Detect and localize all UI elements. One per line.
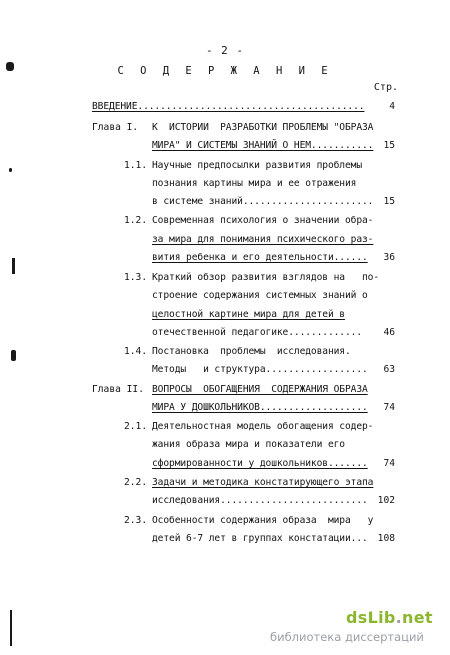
toc-chapter-2-line[interactable]: МИРА У ДОШКОЛЬНИКОВ...................: [152, 402, 368, 413]
toc-section-1-3-line[interactable]: отечественной педагогике.............: [152, 327, 363, 338]
toc-section-1-3-line[interactable]: целостной картине мира для детей в: [152, 309, 345, 320]
toc-entry-intro-line[interactable]: ВВЕДЕНИЕ........................................: [92, 101, 365, 112]
page-number: - 2 -: [205, 44, 245, 57]
scan-mark: [11, 350, 16, 361]
toc-section-2-3-line[interactable]: детей 6-7 лет в группах констатации...: [152, 533, 368, 544]
dslib-subtitle: библиотека диссертаций: [270, 630, 424, 644]
toc-section-1-4-page: 63: [383, 364, 395, 375]
toc-section-2-2-line[interactable]: исследования..........................: [152, 495, 368, 506]
scan-mark: [6, 62, 14, 71]
toc-chapter-1-label: Глава I.: [92, 122, 139, 133]
toc-section-2-1-label: 2.1.: [124, 421, 148, 432]
toc-chapter-2-line[interactable]: ВОПРОСЫ ОБОГАЩЕНИЯ СОДЕРЖАНИЯ ОБРАЗА: [152, 384, 368, 395]
toc-section-1-2-line[interactable]: Современная психология о значении обра-: [152, 215, 374, 226]
toc-section-1-1-line[interactable]: в системе знаний.......................: [152, 196, 374, 207]
toc-chapter-2-label: Глава II.: [92, 384, 144, 395]
toc-section-2-2-page: 102: [377, 495, 395, 506]
pages-column-label: Стр.: [373, 82, 398, 93]
toc-section-1-2-label: 1.2.: [124, 215, 148, 226]
toc-section-1-1-line[interactable]: Научные предпосылки развития проблемы: [152, 160, 363, 171]
toc-section-1-2-line[interactable]: за мира для понимания психического раз-: [152, 234, 374, 245]
scan-mark: [12, 258, 15, 274]
toc-section-1-4-line[interactable]: Методы и структура..................: [152, 364, 368, 375]
toc-section-2-1-line[interactable]: Деятельностная модель обогащения содер-: [152, 421, 374, 432]
dslib-logo: dsLib.net: [346, 608, 433, 627]
toc-chapter-2-page: 74: [383, 402, 395, 413]
toc-section-2-3-page: 108: [377, 533, 395, 544]
toc-section-2-2-label: 2.2.: [124, 477, 148, 488]
toc-chapter-1-line[interactable]: МИРА" И СИСТЕМЫ ЗНАНИЙ О НЕМ...........: [152, 140, 374, 151]
toc-section-2-1-line[interactable]: сформированности у дошкольников.......: [152, 458, 368, 469]
toc-section-1-3-line[interactable]: строение содержания системных знаний о: [152, 290, 368, 301]
toc-section-1-3-label: 1.3.: [124, 272, 148, 283]
toc-entry-intro-page: 4: [389, 101, 395, 112]
page-title: С О Д Е Р Ж А Н И Е: [117, 65, 333, 77]
toc-section-2-3-line[interactable]: Особенности содержания образа мира у: [152, 515, 374, 526]
toc-section-1-3-line[interactable]: Краткий обзор развития взглядов на по-: [152, 272, 380, 283]
toc-section-2-2-line[interactable]: Задачи и методика констатирующего этапа: [152, 477, 374, 488]
toc-chapter-1-page: 15: [383, 140, 395, 151]
toc-section-2-1-line[interactable]: жания образа мира и показатели его: [152, 439, 345, 450]
toc-section-1-1-page: 15: [383, 196, 395, 207]
toc-section-1-4-label: 1.4.: [124, 346, 148, 357]
toc-section-1-1-line[interactable]: познания картины мира и ее отражения: [152, 178, 357, 189]
toc-section-2-1-page: 74: [383, 458, 395, 469]
toc-section-1-4-line[interactable]: Постановка проблемы исследования.: [152, 346, 351, 357]
toc-section-2-3-label: 2.3.: [124, 515, 148, 526]
scan-mark: [9, 168, 12, 172]
toc-section-1-2-page: 36: [383, 252, 395, 263]
scan-mark: [10, 610, 12, 646]
toc-chapter-1-line[interactable]: К ИСТОРИИ РАЗРАБОТКИ ПРОБЛЕМЫ "ОБРАЗА: [152, 122, 374, 133]
toc-section-1-2-line[interactable]: вития ребенка и его деятельности......: [152, 252, 368, 263]
toc-section-1-1-label: 1.1.: [124, 160, 148, 171]
toc-section-1-3-page: 46: [383, 327, 395, 338]
